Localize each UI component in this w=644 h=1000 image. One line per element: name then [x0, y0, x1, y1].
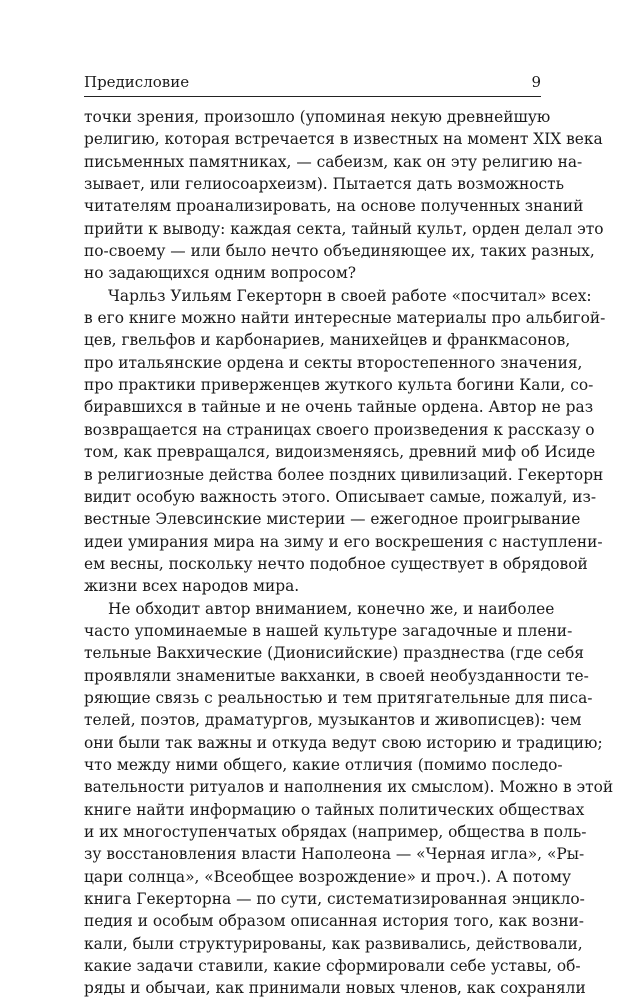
text-line: точки зрения, произошло (упоминая некую древнейшую [84, 108, 551, 126]
section-title: Предисловие [84, 73, 190, 91]
text-line: книге найти информацию о тайных политических обществах [84, 800, 585, 819]
text-line: цари солнца», «Всеобщее возрождение» и проч.). А потому [84, 867, 572, 886]
text-line: вестные Элевсинские мистерии — ежегодное проигрывание [84, 510, 581, 529]
text-line: книга Гекерторна — по сути, систематизированная энцикло- [84, 890, 585, 909]
text-line: но задающихся одним вопросом? [84, 264, 357, 283]
header-rule [84, 96, 541, 97]
text-line: религию, которая встречается в известных на момент XIX века [84, 130, 603, 149]
text-line: идеи умирания мира на зиму и его воскрешения с наступлени- [84, 532, 603, 551]
text-line: телей, поэтов, драматургов, музыкантов и живописцев): чем [84, 711, 582, 730]
paragraph [84, 106, 604, 285]
text-line: ряющие связь с реальностью и тем притягательные для писа- [84, 688, 593, 707]
text-line: Не обходит автор вниманием, конечно же, и наиболее [108, 599, 555, 618]
text-line: письменных памятниках, — сабеизм, как он эту религию на- [84, 152, 583, 171]
text-line: цев, гвельфов и карбонариев, манихейцев и франкмасонов, [84, 331, 571, 350]
text-line: Чарльз Уильям Гекерторн в своей работе «посчитал» всех: [108, 286, 592, 305]
body-text [84, 106, 614, 1000]
text-line: какие задачи ставили, какие сформировали себе уставы, об- [84, 957, 581, 976]
text-line: читателям проанализировать, на основе полученных знаний [84, 197, 584, 216]
text-line: они были так важны и откуда ведут свою историю и традицию; [84, 733, 603, 752]
text-line: часто упоминаемые в нашей культуре загадочные и плени- [84, 621, 573, 640]
text-line: что между ними общего, какие отличия (помимо последо- [84, 755, 563, 774]
text-line: в религиозные действа более поздних цивилизаций. Гекерторн [84, 465, 604, 484]
text-line: зу восстановления власти Наполеона — «Черная игла», «Ры- [84, 845, 585, 864]
text-line: видит особую важность этого. Описывает самые, пожалуй, из- [84, 487, 597, 506]
page-number: 9 [531, 73, 541, 91]
text-line: зывает, или гелиосоархеизм). Пытается дать возможность [84, 175, 565, 194]
text-line: жизни всех народов мира. [84, 577, 300, 596]
paragraph [84, 285, 606, 598]
text-line: вательности ритуалов и наполнения их смыслом). Можно в этой [84, 778, 614, 797]
text-line: кали, были структурированы, как развивались, действовали, [84, 934, 583, 953]
text-line: биравшихся в тайные и не очень тайные ордена. Автор не раз [84, 398, 594, 417]
running-head [84, 70, 541, 94]
text-line: про итальянские ордена и секты второстепенного значения, [84, 353, 583, 372]
book-page [84, 70, 614, 1000]
text-line: проявляли знаменитые вакханки, в своей необузданности те- [84, 666, 589, 685]
text-line: возвращается на страницах своего произведения к рассказу о [84, 420, 595, 439]
paragraph [84, 598, 614, 1000]
text-line: педия и особым образом описанная история того, как возни- [84, 912, 584, 931]
text-line: том, как превращался, видоизменяясь, древний миф об Исиде [84, 443, 596, 462]
text-line: ем весны, поскольку нечто подобное существует в обрядовой [84, 554, 588, 573]
text-line: и их многоступенчатых обрядах (например, общества в поль- [84, 823, 587, 841]
text-line: прийти к выводу: каждая секта, тайный культ, орден делал это [84, 219, 604, 238]
text-line: в его книге можно найти интересные материалы про альбигой- [84, 309, 606, 328]
text-line: ряды и обычаи, как принимали новых членов, как сохраняли [84, 979, 586, 998]
text-line: по-своему — или было нечто объединяющее их, таких разных, [84, 242, 595, 261]
text-line: про практики приверженцев жуткого культа богини Кали, со- [84, 376, 594, 395]
text-line: тельные Вакхические (Дионисийские) празднества (где себя [84, 644, 584, 663]
